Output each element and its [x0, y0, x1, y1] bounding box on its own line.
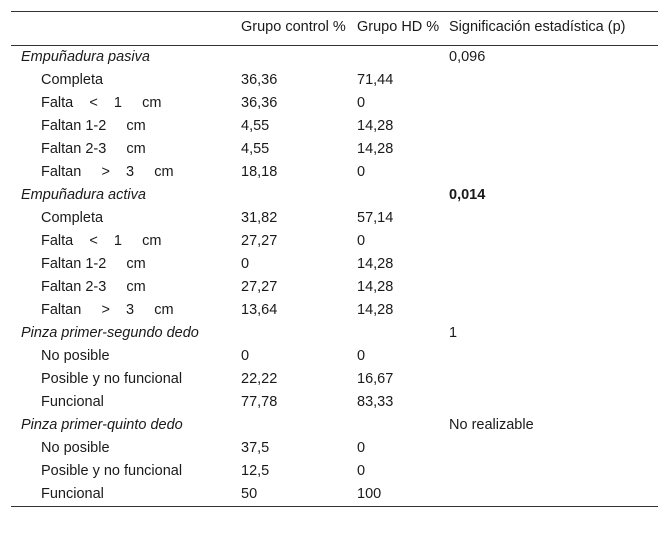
results-table [11, 11, 658, 507]
table-row [11, 345, 658, 368]
hd-value: 16,67 [357, 371, 394, 387]
table-row [11, 207, 658, 230]
empty-cell [445, 460, 658, 483]
control-value: 4,55 [241, 118, 270, 134]
row-label: Faltan 2-3 cm [41, 279, 146, 295]
table-row [11, 115, 658, 138]
hd-value: 0 [357, 440, 366, 456]
empty-cell [445, 138, 658, 161]
control-value: 12,5 [241, 463, 270, 479]
hd-value: 71,44 [357, 72, 394, 88]
row-label: No posible [41, 440, 110, 456]
table-row [11, 138, 658, 161]
row-label: Faltan 1-2 cm [41, 118, 146, 134]
p-value: 0,096 [449, 49, 486, 65]
empty-cell [237, 322, 353, 345]
control-value: 50 [241, 486, 258, 502]
row-label: Funcional [41, 486, 104, 502]
control-value: 27,27 [241, 233, 278, 249]
section-title: Pinza primer-segundo dedo [21, 325, 199, 341]
header-significance: Significación estadística (p) [445, 12, 658, 46]
row-label: Faltan 1-2 cm [41, 256, 146, 272]
hd-value: 100 [357, 486, 382, 502]
p-value: No realizable [449, 417, 534, 433]
table-row [11, 391, 658, 414]
section-title: Empuñadura pasiva [21, 49, 150, 65]
data-table [11, 12, 658, 506]
control-value: 27,27 [241, 279, 278, 295]
empty-cell [445, 437, 658, 460]
empty-cell [237, 46, 353, 70]
section-row [11, 414, 658, 437]
row-label: Posible y no funcional [41, 463, 183, 479]
table-row [11, 368, 658, 391]
empty-cell [353, 414, 445, 437]
section-row [11, 322, 658, 345]
control-value: 22,22 [241, 371, 278, 387]
table-row [11, 69, 658, 92]
empty-cell [445, 299, 658, 322]
empty-cell [445, 92, 658, 115]
control-value: 4,55 [241, 141, 270, 157]
control-value: 37,5 [241, 440, 270, 456]
row-label: Faltan 2-3 cm [41, 141, 146, 157]
section-row [11, 184, 658, 207]
empty-cell [445, 391, 658, 414]
table-row [11, 161, 658, 184]
empty-cell [445, 368, 658, 391]
section-title: Empuñadura activa [21, 187, 146, 203]
row-label: Faltan > 3 cm [41, 302, 174, 318]
empty-cell [353, 322, 445, 345]
empty-cell [445, 483, 658, 506]
empty-cell [445, 115, 658, 138]
empty-cell [445, 161, 658, 184]
empty-cell [353, 184, 445, 207]
header-hd-group: Grupo HD % [353, 12, 445, 46]
hd-value: 0 [357, 348, 366, 364]
row-label: Falta < 1 cm [41, 233, 162, 249]
row-label: No posible [41, 348, 110, 364]
hd-value: 0 [357, 463, 366, 479]
control-value: 0 [241, 348, 250, 364]
empty-cell [237, 414, 353, 437]
empty-cell [353, 46, 445, 70]
p-value: 0,014 [449, 187, 486, 203]
section-title: Pinza primer-quinto dedo [21, 417, 183, 433]
table-row [11, 276, 658, 299]
header-variable [11, 12, 237, 46]
table-row [11, 92, 658, 115]
control-value: 13,64 [241, 302, 278, 318]
row-label: Falta < 1 cm [41, 95, 162, 111]
table-row [11, 299, 658, 322]
hd-value: 14,28 [357, 118, 394, 134]
control-value: 18,18 [241, 164, 278, 180]
table-row [11, 253, 658, 276]
table-body [11, 46, 658, 507]
hd-value: 14,28 [357, 141, 394, 157]
empty-cell [445, 345, 658, 368]
empty-cell [445, 69, 658, 92]
row-label: Funcional [41, 394, 104, 410]
hd-value: 14,28 [357, 279, 394, 295]
empty-cell [445, 207, 658, 230]
p-value: 1 [449, 325, 458, 341]
row-label: Faltan > 3 cm [41, 164, 174, 180]
table-row [11, 437, 658, 460]
empty-cell [445, 230, 658, 253]
row-label: Posible y no funcional [41, 371, 183, 387]
hd-value: 14,28 [357, 256, 394, 272]
header-row [11, 12, 658, 46]
table-row [11, 230, 658, 253]
empty-cell [445, 253, 658, 276]
control-value: 36,36 [241, 72, 278, 88]
hd-value: 83,33 [357, 394, 394, 410]
hd-value: 0 [357, 233, 366, 249]
hd-value: 0 [357, 164, 366, 180]
control-value: 31,82 [241, 210, 278, 226]
control-value: 0 [241, 256, 250, 272]
table-row [11, 460, 658, 483]
section-row [11, 46, 658, 70]
empty-cell [237, 184, 353, 207]
row-label: Completa [41, 72, 104, 88]
control-value: 36,36 [241, 95, 278, 111]
empty-cell [445, 276, 658, 299]
table-row [11, 483, 658, 506]
row-label: Completa [41, 210, 104, 226]
control-value: 77,78 [241, 394, 278, 410]
hd-value: 0 [357, 95, 366, 111]
hd-value: 14,28 [357, 302, 394, 318]
hd-value: 57,14 [357, 210, 394, 226]
header-control-group: Grupo control % [237, 12, 353, 46]
